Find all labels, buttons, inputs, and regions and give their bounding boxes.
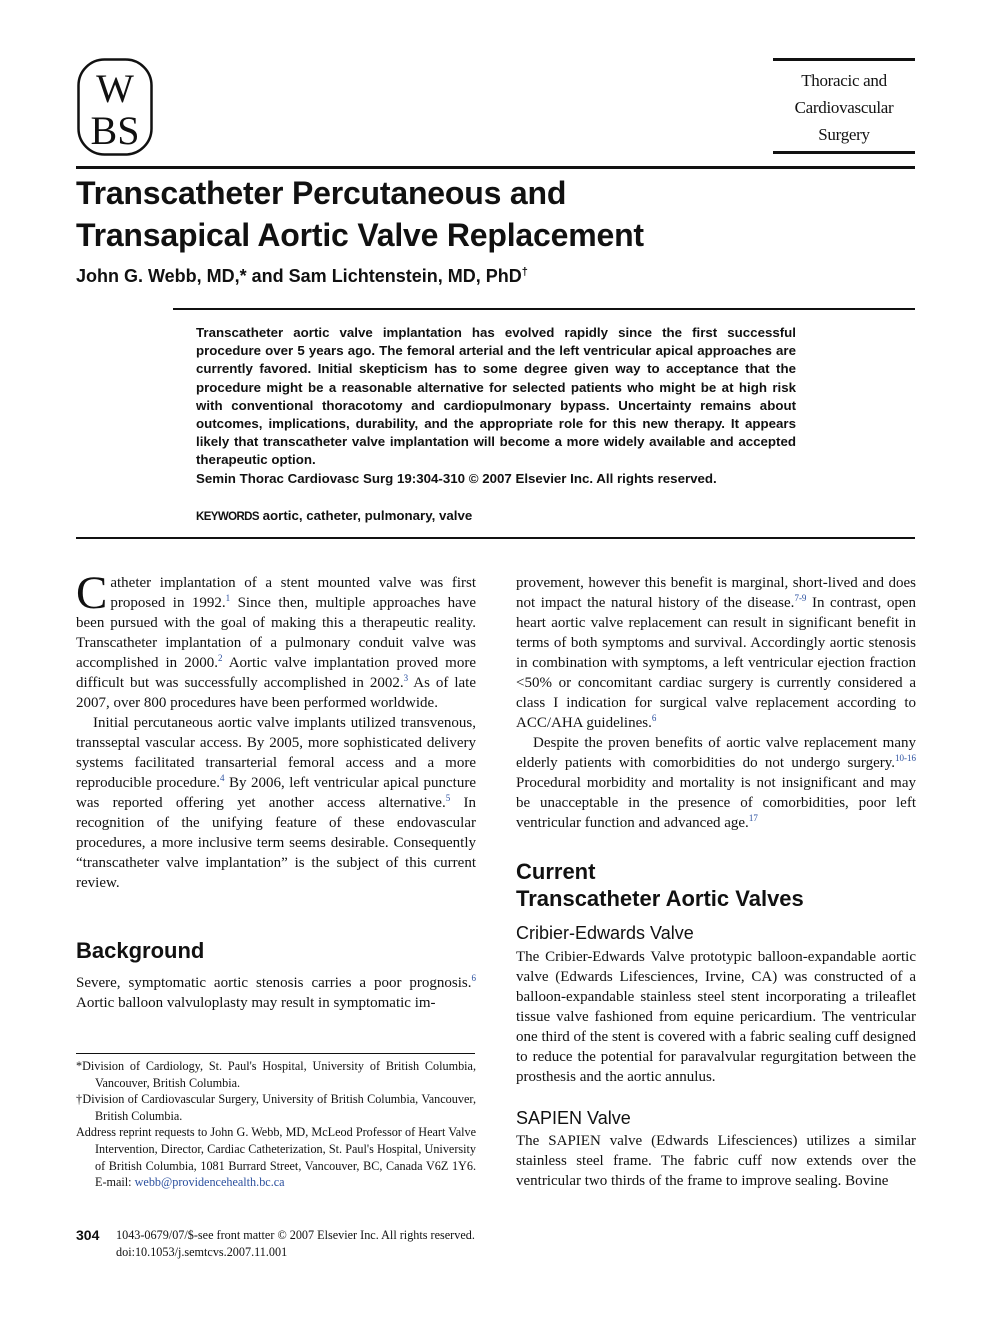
journal-logo xyxy=(77,58,153,156)
footnotes xyxy=(76,1058,476,1191)
col2-text: Despite the proven benefits of aortic valve replacement many elderly patients with comorbidities do not undergo surgery. xyxy=(516,735,916,771)
col2-paragraph-1 xyxy=(516,573,916,733)
intro-text: Aortic valve implantation proved more difficult but was successfully accomplished in 2002. xyxy=(76,655,476,691)
background-paragraph xyxy=(76,973,476,1013)
wbs-logo-icon xyxy=(77,58,153,156)
current-heading-line2: Transcatheter Aortic Valves xyxy=(516,886,804,911)
ref-link[interactable]: 3 xyxy=(403,673,409,683)
intro-text: atheter implantation of a stent mounted valve was first proposed in 1992. xyxy=(110,575,476,611)
col2-text: provement, however this benefit is marginal, short-lived and does not impact the natural history of the disease. xyxy=(516,575,916,611)
intro-paragraph-1 xyxy=(76,567,476,713)
drop-cap: C xyxy=(76,567,108,619)
footnote-2: †Division of Cardiovascular Surgery, University of British Columbia, Vancouver, British Columbia. xyxy=(76,1092,476,1123)
abstract-bottom-rule xyxy=(76,537,915,539)
journal-name-line1: Thoracic and xyxy=(801,71,887,90)
col2-text: Procedural morbidity and mortality is not insignificant and may be unacceptable in the presence of comorbidities, poor left ventricular function and advanced age. xyxy=(516,775,916,831)
footnote-3 xyxy=(76,1124,476,1190)
journal-name-line3: Surgery xyxy=(818,125,870,144)
ref-link[interactable]: 6 xyxy=(471,973,476,983)
col2-paragraph-2 xyxy=(516,733,916,833)
footnote-1: *Division of Cardiology, St. Paul's Hospital, University of British Columbia, Vancouver, British Columbia. xyxy=(76,1059,476,1090)
top-rule xyxy=(76,166,915,169)
authors xyxy=(76,266,528,287)
title-line2: Transapical Aortic Valve Replacement xyxy=(76,217,644,253)
right-column xyxy=(516,573,916,833)
intro-text: By 2006, left ventricular apical puncture was reported offering yet another access alternative. xyxy=(76,775,476,811)
current-valves-heading xyxy=(516,858,916,912)
sapien-text: The SAPIEN valve (Edwards Lifesciences) utilizes a similar stainless steel frame. The fabric cuff now extends over the ventricular two thirds of the frame to improve sealing. Bovine xyxy=(516,1133,916,1189)
page-number: 304 xyxy=(76,1227,100,1243)
footer xyxy=(116,1227,475,1261)
intro-text: Initial percutaneous aortic valve implants utilized transvenous, transseptal vascular access. By 2005, more sophisticated delivery systems facilitated transarterial femoral access and a more reproducible procedure. xyxy=(76,715,476,791)
footnote-3-text: Address reprint requests to John G. Webb, MD, McLeod Professor of Heart Valve Intervention, Director, Cardiac Catheterization, St. Paul's Hospital, University of British Columbia, 1081 Burrard Street, Vancouver, BC, Canada V6Z 1Y6. E-mail: xyxy=(76,1125,476,1190)
cribier-heading: Cribier-Edwards Valve xyxy=(516,923,694,943)
ref-link[interactable]: 1 xyxy=(225,593,231,603)
ref-link[interactable]: 10-16 xyxy=(895,753,916,763)
journal-name xyxy=(773,58,915,154)
keywords-values: aortic, catheter, pulmonary, valve xyxy=(262,508,473,523)
keywords xyxy=(196,508,472,523)
email-link[interactable]: webb@providencehealth.bc.ca xyxy=(134,1175,285,1190)
author-mark: † xyxy=(521,266,528,278)
intro-section xyxy=(76,567,476,893)
citation: Semin Thorac Cardiovasc Surg 19:304-310 © 2007 Elsevier Inc. All rights reserved. xyxy=(196,471,717,486)
footer-copyright: 1043-0679/07/$-see front matter © 2007 Elsevier Inc. All rights reserved. xyxy=(116,1228,475,1242)
background-section xyxy=(76,973,476,1013)
abstract-text: Transcatheter aortic valve implantation has evolved rapidly since the first successful procedure over 5 years ago. The femoral arterial and the left ventricular apical approaches are currently favored. Initial skepticism has to some degree given way to acceptance that the procedure might be a reasonable alternative for selected patients who might be at high risk with conventional thoracotomy and cardiopulmonary bypass. Uncertainty remains about outcomes, implications, durability, and the appropriate role for this new therapy. It appears likely that transcatheter valve implantation will become a more widely available and accepted therapeutic option. xyxy=(196,325,796,468)
footer-doi: doi:10.1053/j.semtcvs.2007.11.001 xyxy=(116,1245,288,1259)
intro-paragraph-2 xyxy=(76,713,476,893)
background-heading: Background xyxy=(76,938,205,963)
footnote-rule xyxy=(76,1053,475,1054)
sapien-heading: SAPIEN Valve xyxy=(516,1108,631,1128)
intro-text: Since then, multiple approaches have been pursued with the goal of making this a therapeutic reality. Transcatheter implantation of a pulmonary conduit valve was accomplished in 2000. xyxy=(76,595,476,671)
svg-text:W: W xyxy=(96,66,134,111)
cribier-text: The Cribier-Edwards Valve prototypic balloon-expandable aortic valve (Edwards Lifesciences, Irvine, CA) was constructed of a balloon-expandable stainless steel stent incorporating a trileaflet tissue valve fashioned from equine pericardium. The ventricular one third of the stent is covered with a fabric sealing cuff designed to reduce the potential for paravalvular regurgitation between the prosthesis and the aortic annulus. xyxy=(516,949,916,1085)
background-text: Severe, symptomatic aortic stenosis carries a poor prognosis. xyxy=(76,975,472,991)
ref-link[interactable]: 4 xyxy=(220,773,225,783)
ref-link[interactable]: 7-9 xyxy=(794,593,807,603)
current-heading-line1: Current xyxy=(516,859,596,884)
ref-link[interactable]: 5 xyxy=(445,793,451,803)
background-text: Aortic balloon valvuloplasty may result in symptomatic im- xyxy=(76,995,436,1011)
ref-link[interactable]: 2 xyxy=(217,653,223,663)
ref-link[interactable]: 6 xyxy=(651,713,657,723)
intro-text: In recognition of the unifying feature of these endovascular procedures, a more inclusive term seems desirable. Consequently “transcatheter valve implantation” is the subject of this current review. xyxy=(76,795,476,891)
intro-text: As of late 2007, over 800 procedures have been performed worldwide. xyxy=(76,675,476,711)
col2-text: In contrast, open heart aortic valve replacement can result in significant benefit in terms of both symptoms and survival. Accordingly aortic stenosis in combination with symptoms, a left ventricular ejection fraction <50% or concomitant cardiac surgery is currently considered a class I indication for surgical valve replacement according to ACC/AHA guidelines. xyxy=(516,595,917,731)
article-title xyxy=(76,172,776,256)
svg-text:BS: BS xyxy=(90,108,140,153)
title-line1: Transcatheter Percutaneous and xyxy=(76,175,567,211)
journal-name-line2: Cardiovascular xyxy=(794,98,894,117)
keywords-label: KEYWORDS xyxy=(196,511,259,523)
author-names: John G. Webb, MD,* and Sam Lichtenstein, MD, PhD xyxy=(76,266,522,286)
abstract-top-rule xyxy=(173,308,915,310)
ref-link[interactable]: 17 xyxy=(748,813,758,823)
